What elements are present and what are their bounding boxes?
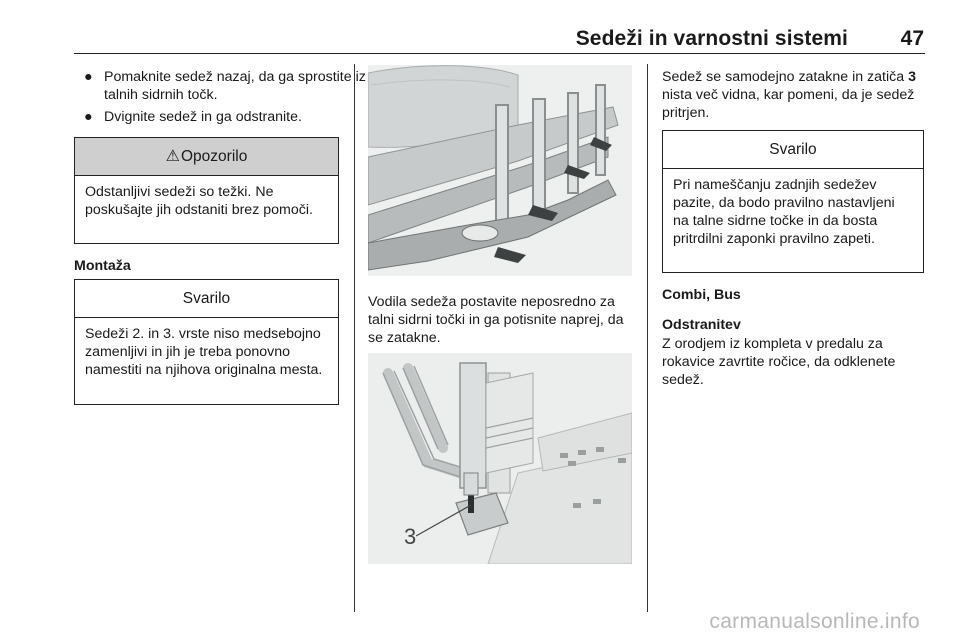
warning-box <box>74 137 339 244</box>
header-rule <box>74 53 925 54</box>
warning-box-title: Opozorilo <box>181 147 248 165</box>
notice-box <box>74 279 339 405</box>
column-divider-left <box>354 64 355 612</box>
seat-rail-drawing <box>368 65 632 276</box>
notice-box-right-title: Svarilo <box>663 131 923 169</box>
notice-box-right <box>662 130 924 273</box>
section-heading-combi-bus: Combi, Bus <box>662 287 741 303</box>
anchor-point-drawing <box>368 353 632 564</box>
warning-triangle-icon: ⚠ <box>165 147 180 165</box>
bullet-text: Dvignite sedež in ga odstranite. <box>104 109 302 125</box>
anchor-point-illustration <box>368 353 632 564</box>
intro-text-b: nista več vidna, kar pomeni, da je sedež pritrjen. <box>662 87 915 121</box>
warning-box-header <box>75 138 338 176</box>
subheading-odstranitev: Odstranitev <box>662 317 741 333</box>
right-body-paragraph: Z orodjem iz kompleta v predalu za rokavice zavrtite ročice, da odklenete sedež. <box>662 336 896 388</box>
list-item <box>78 108 374 126</box>
figure-caption: Vodila sedeža postavite neposredno za talni sidrni točki in ga potisnite naprej, da se zatakne. <box>368 294 624 346</box>
bullet-icon: ● <box>84 69 93 85</box>
column-divider-right <box>647 64 648 612</box>
subheading-montaza: Montaža <box>74 258 131 274</box>
notice-box-right-text: Pri nameščanju zadnjih sedežev pazite, da bodo pravilno nastavljeni na talne sidrne točke in da bosta pritrdilni zaponki pravilno zapeti. <box>673 177 895 247</box>
callout-label-3: 3 <box>404 524 417 549</box>
bullet-icon: ● <box>84 109 93 125</box>
intro-text-bold: 3 <box>908 69 916 85</box>
page-number: 47 <box>900 27 924 50</box>
warning-box-text: Odstanljivi sedeži so težki. Ne poskušajte jih odstaniti brez pomoči. <box>85 184 313 218</box>
notice-box-text: Sedeži 2. in 3. vrste niso medsebojno zamenljivi in jih je treba ponovno namestiti na njihova originalna mesta. <box>85 326 323 378</box>
watermark: carmanualsonline.info <box>709 610 920 633</box>
seat-rail-illustration <box>368 65 632 276</box>
right-intro-paragraph <box>662 68 927 122</box>
intro-text-a: Sedež se samodejno zatakne in zatiča <box>662 69 909 85</box>
notice-box-title: Svarilo <box>75 280 338 318</box>
bullet-text: Pomaknite sedež nazaj, da ga sprostite iz talnih sidrnih točk. <box>104 69 366 103</box>
page-title: Sedeži in varnostni sistemi <box>575 27 848 50</box>
list-item <box>78 68 374 104</box>
